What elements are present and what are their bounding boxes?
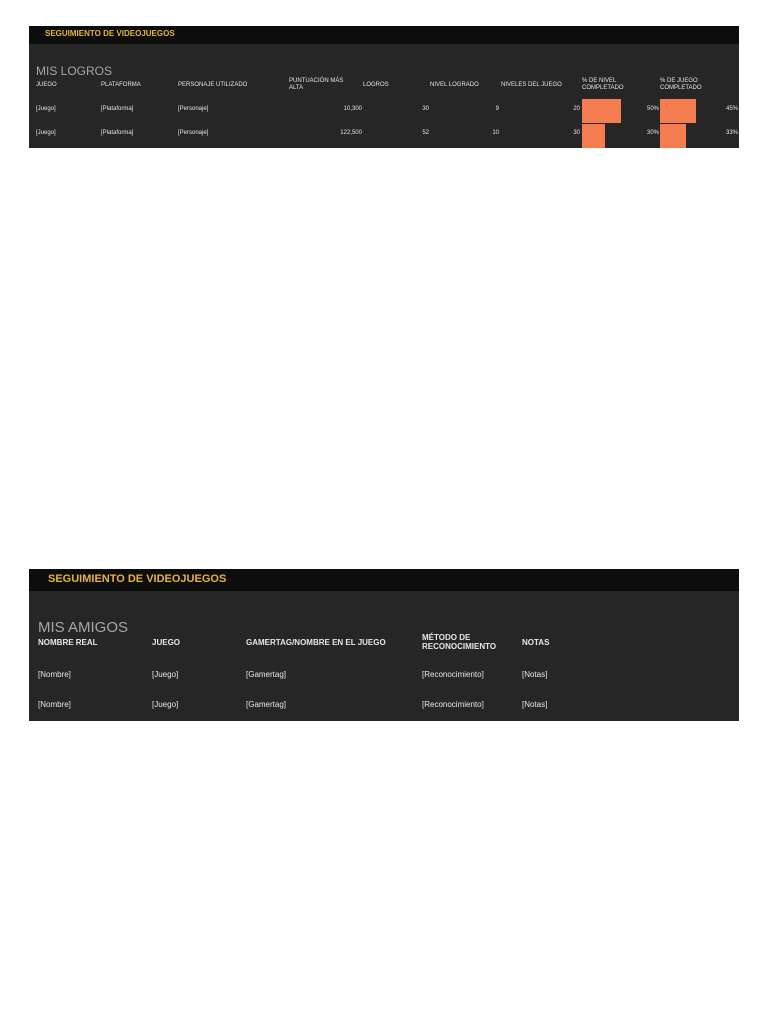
column-header-method: MÉTODO DE RECONOCIMIENTO [422,633,497,652]
cell-character[interactable]: [Personaje] [178,106,209,112]
cell-game-levels[interactable]: 30 [573,130,580,136]
column-header-character: PERSONAJE UTILIZADO [178,82,248,88]
level-percent-bar [582,99,621,123]
cell-method[interactable]: [Reconocimiento] [422,670,484,679]
game-percent-value: 45% [725,106,738,112]
cell-game[interactable]: [Juego] [152,700,179,709]
level-percent-value: 30% [646,130,659,136]
cell-notes[interactable]: [Notas] [522,670,548,679]
cell-real-name[interactable]: [Nombre] [38,670,71,679]
column-header-gamertag: GAMERTAG/NOMBRE EN EL JUEGO [246,638,386,647]
cell-high-score[interactable]: 122,500 [340,130,362,136]
column-header-game: JUEGO [152,638,181,647]
section-heading: MIS AMIGOS [38,619,129,637]
friends-sheet [29,569,739,721]
section-heading: MIS LOGROS [36,64,113,79]
cell-achievements[interactable]: 30 [422,106,429,112]
banner-bar [29,26,739,44]
banner-title: SEGUIMIENTO DE VIDEOJUEGOS [45,29,175,38]
cell-character[interactable]: [Personaje] [178,130,209,136]
cell-platform[interactable]: [Plataforma] [101,106,134,112]
game-percent-value: 33% [725,130,738,136]
cell-game[interactable]: [Juego] [36,106,56,112]
cell-game[interactable]: [Juego] [152,670,179,679]
achievements-sheet [29,26,739,148]
game-percent-bar [660,124,686,148]
level-percent-value: 50% [646,106,659,112]
cell-gamertag[interactable]: [Gamertag] [246,670,287,679]
cell-notes[interactable]: [Notas] [522,700,548,709]
banner-bar [29,569,739,591]
column-header-game: JUEGO [36,82,57,88]
cell-method[interactable]: [Reconocimiento] [422,700,484,709]
column-header-achievements: LOGROS [363,82,389,88]
cell-real-name[interactable]: [Nombre] [38,700,71,709]
column-header-game-percent: % DE JUEGO COMPLETADO [660,78,702,91]
cell-game[interactable]: [Juego] [36,130,56,136]
cell-level-reached[interactable]: 10 [492,130,499,136]
cell-achievements[interactable]: 52 [422,130,429,136]
cell-level-reached[interactable]: 9 [495,106,499,112]
cell-platform[interactable]: [Plataforma] [101,130,134,136]
cell-gamertag[interactable]: [Gamertag] [246,700,287,709]
column-header-game-levels: NIVELES DEL JUEGO [501,82,562,88]
column-header-level-percent: % DE NIVEL COMPLETADO [582,78,624,91]
level-percent-bar [582,124,605,148]
banner-title: SEGUIMIENTO DE VIDEOJUEGOS [48,573,227,585]
cell-high-score[interactable]: 10,300 [343,106,362,112]
cell-game-levels[interactable]: 20 [573,106,580,112]
column-header-level-reached: NIVEL LOGRADO [430,82,479,88]
column-header-notes: NOTAS [522,638,550,647]
column-header-platform: PLATAFORMA [101,82,141,88]
column-header-high-score: PUNTUACIÓN MÁS ALTA [289,78,344,91]
column-header-real-name: NOMBRE REAL [38,638,98,647]
game-percent-bar [660,99,696,123]
